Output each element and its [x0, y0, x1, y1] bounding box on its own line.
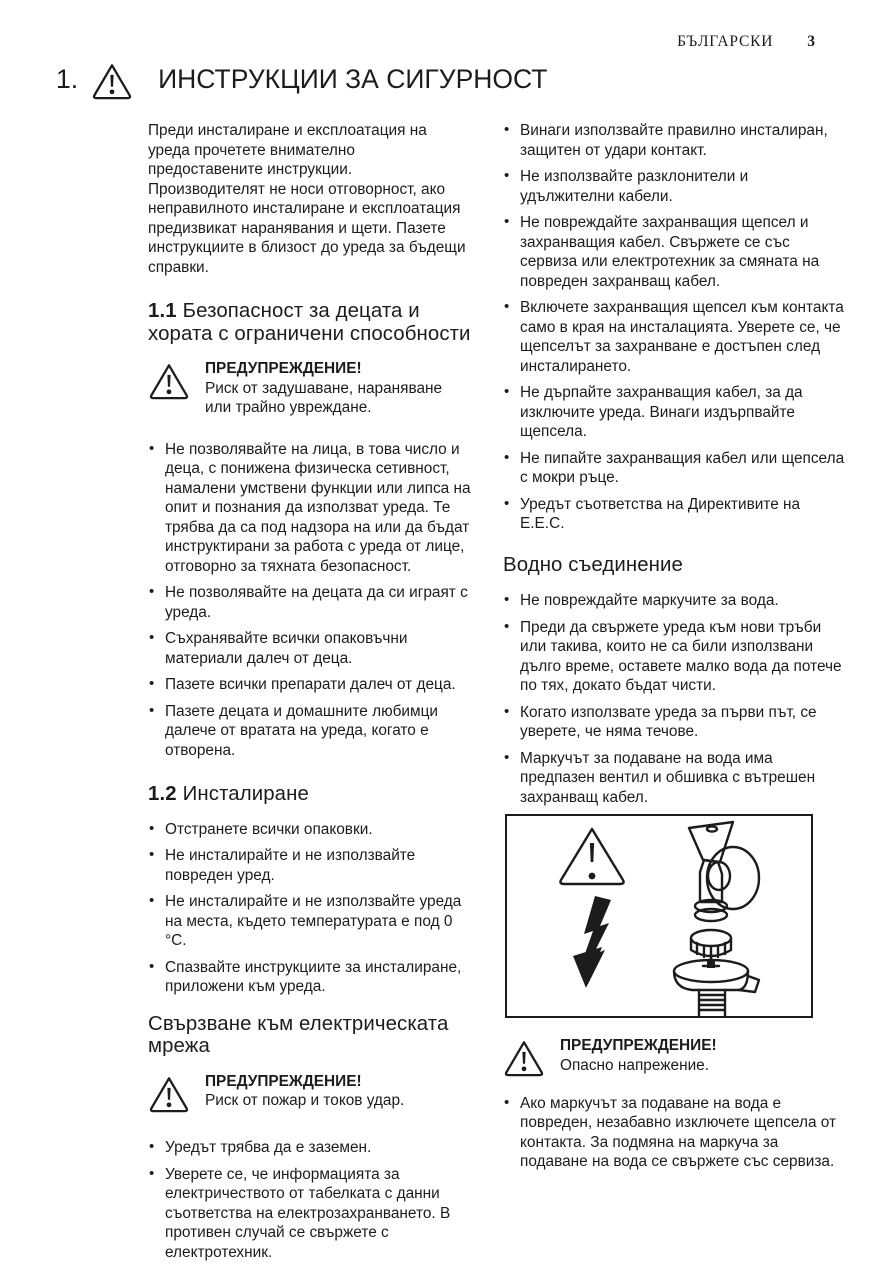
warning-triangle-icon	[503, 1036, 560, 1083]
list-item: • Включете захранващия щепсел към контакта само в края на инсталацията. Уверете се, че щепселът за захранване е достъпен след инсталирането.	[503, 298, 846, 376]
page-title-text: ИНСТРУКЦИИ ЗА СИГУРНОСТ	[158, 63, 548, 94]
bullet-list-electrical-right	[503, 121, 846, 534]
list-item: • Не позволявайте на децата да си играят с уреда.	[148, 583, 471, 622]
subsection-heading-electrical: Свързване към електрическата мрежа	[148, 1012, 449, 1057]
bullet-list-hose-damage	[503, 1094, 846, 1172]
warning-content	[205, 359, 471, 418]
left-column	[148, 121, 471, 1269]
list-item: • Винаги използвайте правилно инсталиран, защитен от удари контакт.	[503, 121, 846, 160]
warning-title: ПРЕДУПРЕЖДЕНИЕ!	[205, 360, 362, 377]
list-item: • Не дърпайте захранващия кабел, за да изключите уреда. Винаги издърпвайте щепсела.	[503, 383, 846, 442]
list-item: • Съхранявайте всички опаковъчни материали далеч от деца.	[148, 629, 471, 668]
list-item: • Маркучът за подаване на вода има предпазен вентил и обшивка с вътрешен захранващ кабел.	[503, 749, 846, 808]
figure-water-hose-safety	[505, 814, 813, 1018]
warning-triangle-icon	[91, 62, 133, 100]
section-heading-1-1	[148, 300, 471, 345]
list-item: • Не инсталирайте и не използвайте повреден уред.	[148, 846, 471, 885]
list-item: • Пазете всички препарати далеч от деца.	[148, 675, 471, 695]
list-item: • Отстранете всички опаковки.	[148, 820, 471, 840]
warning-box-suffocation	[148, 359, 471, 418]
list-item: • Уредът трябва да е заземен.	[148, 1138, 471, 1158]
right-column	[503, 121, 846, 1179]
warning-text: Риск от пожар и токов удар.	[205, 1092, 405, 1109]
list-item: • Уверете се, че информацията за електричеството от табелката с данни съответства на електрозахранването. В противен случай се свържете с електротехник.	[148, 1165, 471, 1263]
warning-box-fire	[148, 1072, 471, 1119]
list-item: • Пазете децата и домашните любимци далече от вратата на уреда, когато е отворена.	[148, 702, 471, 761]
page-number: 3	[807, 33, 815, 50]
bullet-list-electrical-left	[148, 1138, 471, 1262]
warning-title: ПРЕДУПРЕЖДЕНИЕ!	[205, 1072, 362, 1090]
warning-triangle-icon	[560, 829, 623, 884]
list-item: • Когато използвате уреда за първи път, се уверете, че няма течове.	[503, 703, 846, 742]
list-item: • Не инсталирайте и не използвайте уреда на места, където температурата е под 0 °C.	[148, 892, 471, 951]
list-item: • Не позволявайте на лица, в това число и деца, с понижена физическа сетивност, намалени умствени функции или липса на опит и познания да използват уреда. Те трябва да са под надзора на или да бъдат инструктирани за работа с уреда от лице, отговорно за тяхната безопасност.	[148, 440, 471, 577]
warning-box-voltage	[503, 1036, 846, 1083]
list-item: • Не пипайте захранващия кабел или щепсела с мокри ръце.	[503, 449, 846, 488]
section-heading-text: Безопасност за децата и хората с ограничени способности	[148, 300, 471, 345]
page-header	[677, 33, 815, 51]
subsection-heading-water: Водно съединение	[503, 553, 683, 576]
list-item: • Преди да свържете уреда към нови тръби или такива, които не са били използвани дълго време, оставете малко вода да потече по тях, докато бъдат чисти.	[503, 618, 846, 696]
bullet-list-installation	[148, 820, 471, 997]
water-tap-illustration	[674, 822, 759, 1016]
section-heading-text: Инсталиране	[182, 783, 309, 805]
list-item: • Ако маркучът за подаване на вода е повреден, незабавно изключете щепсела от контакта. За подмяна на маркуча за подаване на вода се свържете със сервиза.	[503, 1094, 846, 1172]
warning-title: ПРЕДУПРЕЖДЕНИЕ!	[560, 1037, 717, 1054]
warning-triangle-icon	[148, 1072, 205, 1119]
high-voltage-icon	[573, 896, 611, 988]
warning-triangle-icon	[148, 359, 205, 418]
section-number: 1.1	[148, 300, 177, 322]
bullet-list-children-safety	[148, 440, 471, 761]
warning-content	[205, 1072, 404, 1119]
warning-text: Опасно напрежение.	[560, 1056, 710, 1074]
list-item: • Уредът съответства на Директивите на Е.Е.С.	[503, 495, 846, 534]
page-title	[56, 60, 547, 98]
section-number: 1.	[56, 63, 79, 94]
list-item: • Не повреждайте маркучите за вода.	[503, 591, 846, 611]
section-number: 1.2	[148, 783, 177, 805]
list-item: • Спазвайте инструкциите за инсталиране, приложени към уреда.	[148, 958, 471, 997]
intro-paragraph: Преди инсталиране и експлоатация на уреда прочетете внимателно предоставените инструкции. Производителят не носи отговорност, ако неправилното инсталиране и експлоатация предизвикат наранявания и щети. Пазете инструкциите в близост до уреда за бъдещи справки.	[148, 122, 466, 276]
list-item: • Не повреждайте захранващия щепсел и захранващия кабел. Свържете се със сервиза или електротехник за смяната на повреден захранващ кабел.	[503, 213, 846, 291]
section-heading-1-2	[148, 783, 471, 806]
header-language: БЪЛГАРСКИ	[677, 33, 774, 50]
warning-text: Риск от задушаване, нараняване или трайно увреждане.	[205, 379, 443, 416]
warning-content	[560, 1036, 717, 1083]
list-item: • Не използвайте разклонители и удължителни кабели.	[503, 167, 846, 206]
bullet-list-water	[503, 591, 846, 807]
